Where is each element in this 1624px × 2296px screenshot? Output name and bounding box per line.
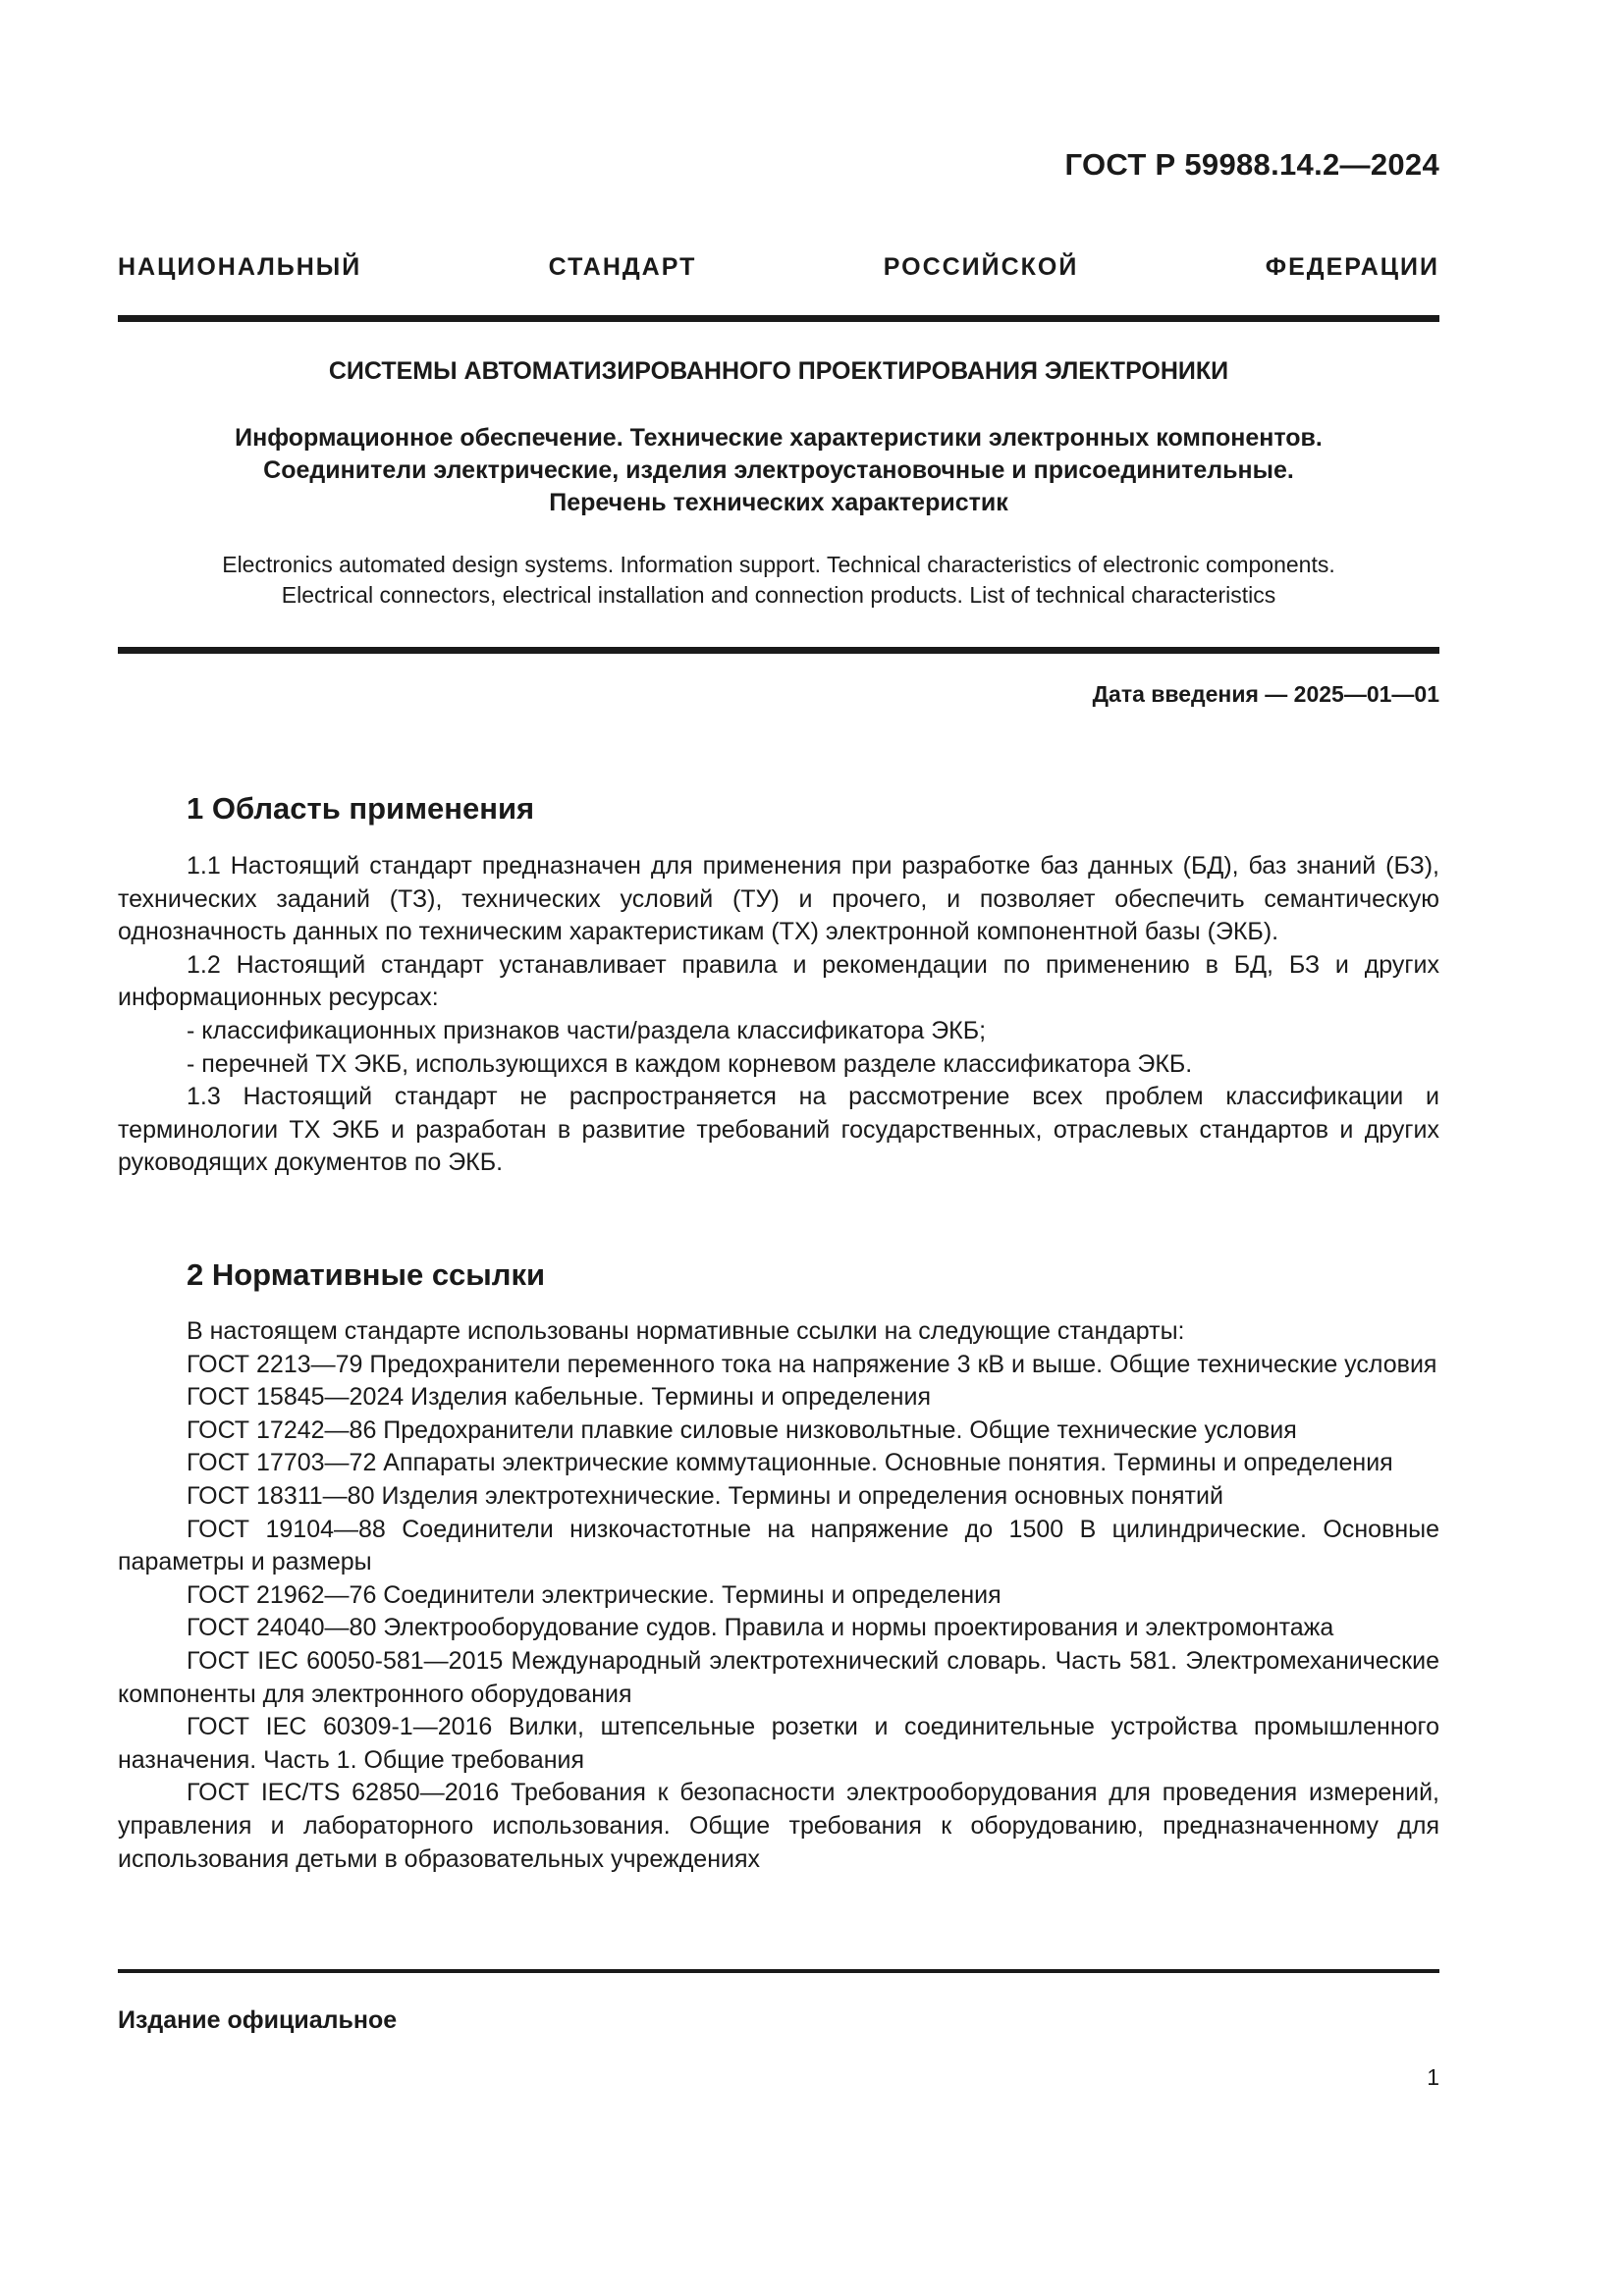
normative-reference: ГОСТ 19104—88 Соединители низкочастотные на напряжение до 1500 В цилиндрические. Основные параметры и размеры xyxy=(118,1515,1439,1576)
normative-intro: В настоящем стандарте использованы нормативные ссылки на следующие стандарты: xyxy=(187,1317,1185,1345)
section-1-heading: 1 Область применения xyxy=(187,791,535,826)
edition-label: Издание официальное xyxy=(118,2006,398,2034)
list-item: - классификационных признаков части/раздела классификатора ЭКБ; xyxy=(187,1016,987,1044)
list-item: - перечней ТХ ЭКБ, использующихся в каждом корневом разделе классификатора ЭКБ. xyxy=(187,1049,1193,1078)
subtitle-line: Перечень технических характеристик xyxy=(549,489,1008,516)
normative-reference: ГОСТ 21962—76 Соединители электрические. Термины и определения xyxy=(187,1580,1001,1609)
footer-divider xyxy=(118,1969,1439,1973)
normative-reference: ГОСТ 17703—72 Аппараты электрические коммутационные. Основные понятия. Термины и определения xyxy=(187,1449,1393,1477)
page-number: 1 xyxy=(1427,2064,1439,2090)
subtitle-line: Соединители электрические, изделия электроустановочные и присоединительные. xyxy=(263,456,1294,484)
section-2-body xyxy=(118,1315,1439,1876)
normative-reference: ГОСТ 17242—86 Предохранители плавкие силовые низковольтные. Общие технические условия xyxy=(187,1415,1297,1444)
subtitle-line: Информационное обеспечение. Технические характеристики электронных компонентов. xyxy=(235,424,1323,452)
english-title xyxy=(118,550,1439,611)
paragraph-1-2: 1.2 Настоящий стандарт устанавливает правила и рекомендации по применению в БД, БЗ и других информационных ресурсах: xyxy=(118,950,1439,1012)
introduction-date: Дата введения — 2025—01—01 xyxy=(1092,681,1439,707)
document-title: СИСТЕМЫ АВТОМАТИЗИРОВАННОГО ПРОЕКТИРОВАНИЯ ЭЛЕКТРОНИКИ xyxy=(328,357,1229,385)
paragraph-1-1: 1.1 Настоящий стандарт предназначен для применения при разработке баз данных (БД), баз знаний (БЗ), технических заданий (ТЗ), технических условий (ТУ) и прочего, и позволяет обеспечить семантическую однозначность данных по техническим характеристикам (ТХ) электронной компонентной базы (ЭКБ). xyxy=(118,852,1439,946)
normative-reference: ГОСТ IEC 60309-1—2016 Вилки, штепсельные розетки и соединительные устройства промышленного назначения. Часть 1. Общие требования xyxy=(118,1713,1439,1774)
document-subtitle xyxy=(118,422,1439,519)
english-title-line: Electronics automated design systems. Information support. Technical characteristics of electronic components. xyxy=(222,552,1335,577)
national-standard-banner: НАЦИОНАЛЬНЫЙ СТАНДАРТ РОССИЙСКОЙ ФЕДЕРАЦИИ xyxy=(118,253,1439,281)
normative-reference: ГОСТ 24040—80 Электрооборудование судов. Правила и нормы проектирования и электромонтажа xyxy=(187,1614,1334,1642)
top-divider xyxy=(118,315,1439,322)
section-1-body xyxy=(118,850,1439,1180)
normative-reference: ГОСТ 15845—2024 Изделия кабельные. Термины и определения xyxy=(187,1383,931,1412)
title-divider xyxy=(118,647,1439,654)
normative-reference: ГОСТ 18311—80 Изделия электротехнические. Термины и определения основных понятий xyxy=(187,1481,1223,1510)
english-title-line: Electrical connectors, electrical installation and connection products. List of technical characteristics xyxy=(281,582,1276,608)
paragraph-1-3: 1.3 Настоящий стандарт не распространяется на рассмотрение всех проблем классификации и терминологии ТХ ЭКБ и разработан в развитие требований государственных, отраслевых стандартов и других руководящих документов по ЭКБ. xyxy=(118,1083,1439,1177)
normative-reference: ГОСТ IEC 60050-581—2015 Международный электротехнический словарь. Часть 581. Электромеханические компоненты для электронного оборудования xyxy=(118,1646,1439,1708)
normative-reference: ГОСТ 2213—79 Предохранители переменного тока на напряжение 3 кВ и выше. Общие технические условия xyxy=(187,1350,1437,1378)
gost-number: ГОСТ Р 59988.14.2—2024 xyxy=(1064,147,1439,182)
normative-reference: ГОСТ IEC/TS 62850—2016 Требования к безопасности электрооборудования для проведения измерений, управления и лабораторного использования. Общие требования к оборудованию, предназначенному для использования детьми в образовательных учреждениях xyxy=(118,1779,1439,1873)
section-2-heading: 2 Нормативные ссылки xyxy=(187,1257,546,1292)
